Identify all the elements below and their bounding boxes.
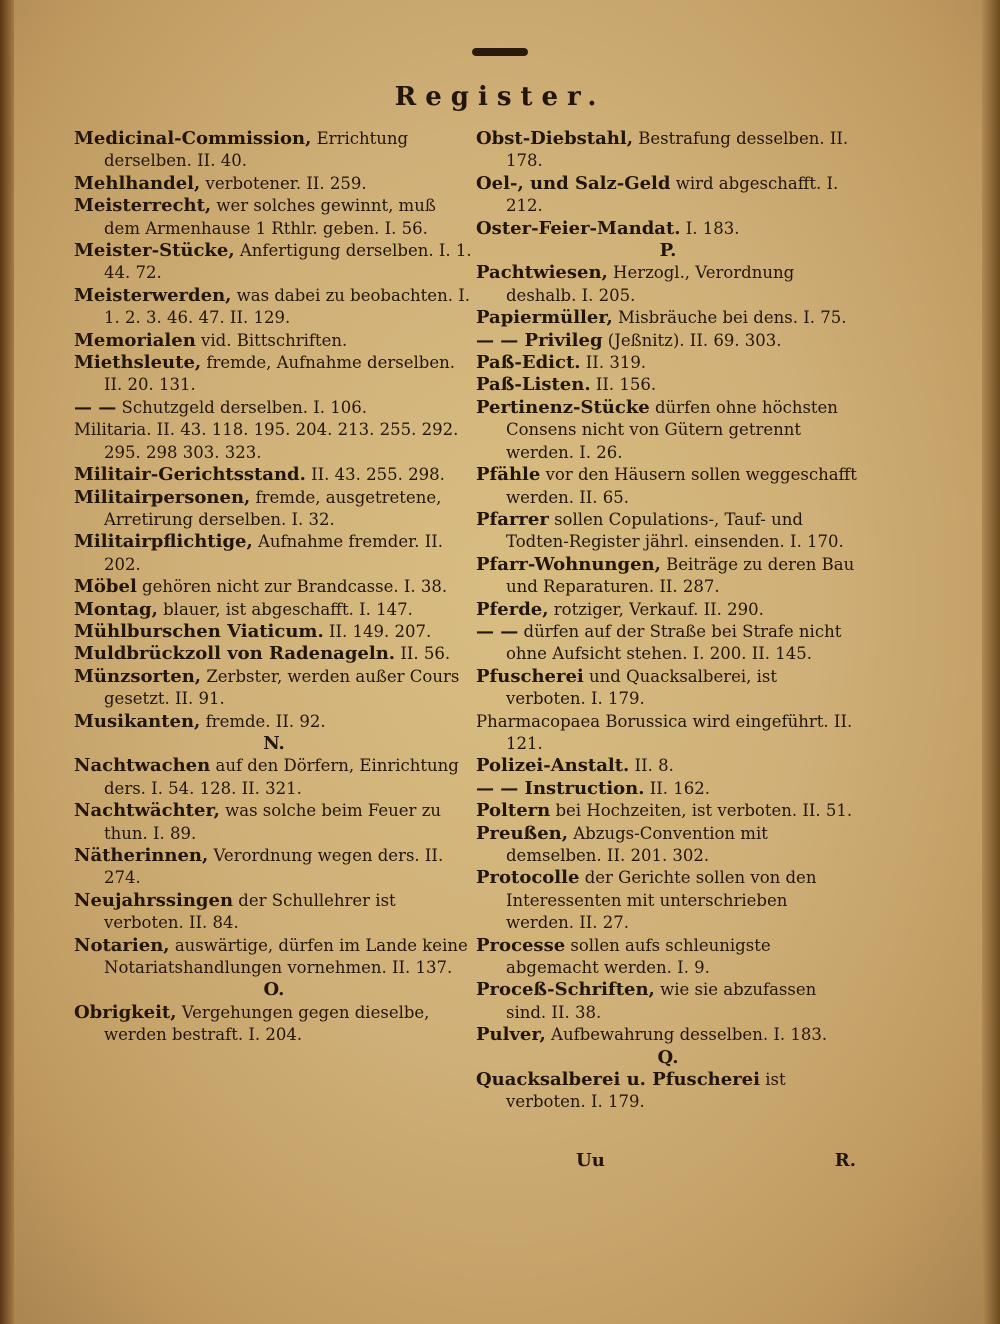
entry-heading: Oel-, und Salz-Geld xyxy=(476,172,671,194)
entry-text: Herzogl., Verordnung deshalb. I. 205. xyxy=(506,263,795,305)
entry-heading: Pfähle xyxy=(476,464,541,486)
index-entry xyxy=(476,1024,860,1046)
entry-heading: Pfarr-Wohnungen, xyxy=(476,553,661,575)
index-entry xyxy=(476,800,860,822)
entry-heading: Pulver, xyxy=(476,1024,546,1046)
entry-heading: Nachtwächter, xyxy=(74,800,220,822)
entry-heading: Neujahrssingen xyxy=(74,889,234,911)
entry-text: fremde, ausgetretene, Arretirung derselben. I. 32. xyxy=(104,487,442,529)
entry-heading: — — xyxy=(74,396,117,418)
index-entry xyxy=(476,666,860,711)
index-entry xyxy=(74,173,474,195)
entry-text: rotziger, Verkauf. II. 290. xyxy=(548,599,764,619)
index-entry xyxy=(476,755,860,777)
entry-text: Pharmacopaea Borussica wird eingeführt. II. 121. xyxy=(476,711,853,753)
index-entry xyxy=(74,621,474,643)
index-entry xyxy=(476,173,860,218)
entry-heading: Meister-Stücke, xyxy=(74,240,235,262)
index-entry xyxy=(476,218,860,240)
entry-heading: Notarien, xyxy=(74,934,170,956)
section-letter: P. xyxy=(659,240,677,262)
index-entry xyxy=(74,487,474,532)
entry-heading: Proceß-Schriften, xyxy=(476,979,655,1001)
entry-heading: Polizei-Anstalt. xyxy=(476,755,630,777)
entry-text: II. 319. xyxy=(580,353,647,373)
entry-heading: Pertinenz-Stücke xyxy=(476,396,650,418)
entry-heading: Nätherinnen, xyxy=(74,845,209,866)
index-entry xyxy=(476,128,860,173)
entry-text: ist verboten. I. 179. xyxy=(506,1070,786,1112)
entry-heading: Montag, xyxy=(74,598,158,620)
entry-text: fremde. II. 92. xyxy=(200,711,326,731)
page-gutter-edge xyxy=(0,0,14,1324)
left-index-column xyxy=(74,128,474,1047)
index-entry xyxy=(74,419,474,464)
index-entry xyxy=(74,1002,474,1047)
index-entry xyxy=(476,711,860,756)
entry-text: dürfen auf der Straße bei Strafe nicht ohne Aufsicht stehen. I. 200. II. 145. xyxy=(506,621,842,664)
index-entry xyxy=(74,464,474,486)
entry-text: der Gerichte sollen von den Interessenten mit unterschrieben werden. II. 27. xyxy=(506,868,817,933)
entry-text: II. 56. xyxy=(395,644,451,664)
entry-text: bei Hochzeiten, ist verboten. II. 51. xyxy=(550,801,853,821)
entry-heading: Musikanten, xyxy=(74,710,201,732)
entry-heading: Mühlburschen Viaticum. xyxy=(74,620,324,642)
entry-heading: Militairpersonen, xyxy=(74,486,251,508)
entry-heading: Obst-Diebstahl, xyxy=(476,128,633,149)
entry-text: Errichtung derselben. II. 40. xyxy=(104,129,409,171)
entry-heading: Möbel xyxy=(74,576,137,598)
entry-text: blauer, ist abgeschafft. I. 147. xyxy=(157,599,413,619)
entry-heading: Memorialen xyxy=(74,329,196,351)
index-entry xyxy=(74,800,474,845)
index-entry xyxy=(74,845,474,890)
index-entry xyxy=(476,464,860,509)
entry-text: wer solches gewinnt, muß dem Armenhause 1 Rthlr. geben. I. 56. xyxy=(104,196,436,238)
index-entry xyxy=(476,621,860,666)
entry-heading: Pfuscherei xyxy=(476,665,584,687)
entry-text: der Schullehrer ist verboten. II. 84. xyxy=(104,890,396,933)
entry-heading: Papiermüller, xyxy=(476,307,613,329)
index-entry xyxy=(476,330,860,352)
entry-text: II. 156. xyxy=(590,375,657,395)
entry-heading: Quacksalberei u. Pfuscherei xyxy=(476,1069,760,1091)
entry-heading: Medicinal-Commission, xyxy=(74,128,312,149)
entry-text: und Quacksalberei, ist verboten. I. 179. xyxy=(506,666,778,709)
entry-heading: — — Instruction. xyxy=(476,777,645,799)
entry-text: auf den Dörfern, Einrichtung ders. I. 54. 128. II. 321. xyxy=(104,756,459,798)
entry-heading: Obrigkeit, xyxy=(74,1001,177,1023)
entry-text: fremde, Aufnahme derselben. II. 20. 131. xyxy=(104,353,455,395)
index-entry xyxy=(74,352,474,397)
entry-heading: Protocolle xyxy=(476,867,580,889)
entry-heading: Münzsorten, xyxy=(74,665,202,687)
catchword: R. xyxy=(834,1150,856,1171)
entry-heading: Militairpflichtige, xyxy=(74,531,253,553)
index-entry xyxy=(74,240,474,285)
entry-text: Militaria. II. 43. 118. 195. 204. 213. 255. 292. 295. 298 303. 323. xyxy=(74,420,459,462)
index-entry xyxy=(476,935,860,980)
entry-text: Aufnahme fremder. II. 202. xyxy=(104,532,443,574)
index-entry xyxy=(74,711,474,733)
entry-text: wie sie abzufassen sind. II. 38. xyxy=(506,980,817,1022)
entry-heading: Muldbrückzoll von Radenageln. xyxy=(74,643,396,665)
entry-text: was dabei zu beobachten. I. 1. 2. 3. 46. 47. II. 129. xyxy=(104,285,470,328)
entry-heading: Nachtwachen xyxy=(74,755,211,777)
index-entry xyxy=(74,666,474,711)
entry-heading: Oster-Feier-Mandat. xyxy=(476,217,681,239)
right-index-column xyxy=(476,128,860,1114)
index-entry xyxy=(476,979,860,1024)
entry-text: Vergehungen gegen dieselbe, werden bestraft. I. 204. xyxy=(104,1002,430,1045)
index-entry xyxy=(476,352,860,374)
entry-text: Aufbewahrung desselben. I. 183. xyxy=(545,1025,828,1045)
section-letter: O. xyxy=(263,979,285,1001)
entry-heading: Miethsleute, xyxy=(74,352,202,374)
section-letter: Q. xyxy=(657,1046,679,1068)
index-entry xyxy=(74,643,474,665)
entry-heading: Mehlhandel, xyxy=(74,172,201,194)
index-entry xyxy=(74,285,474,330)
entry-text: vid. Bittschriften. xyxy=(195,330,348,350)
entry-heading: Meisterwerden, xyxy=(74,284,232,306)
signature-mark: Uu xyxy=(576,1150,605,1171)
entry-text: I. 183. xyxy=(680,218,740,238)
index-entry xyxy=(74,397,474,419)
index-entry xyxy=(476,374,860,396)
index-entry xyxy=(476,599,860,621)
index-entry xyxy=(476,397,860,464)
index-entry xyxy=(476,778,860,800)
index-entry xyxy=(476,823,860,868)
index-entry xyxy=(74,330,474,352)
entry-heading: Militair-Gerichtsstand. xyxy=(74,464,306,486)
entry-heading: — — xyxy=(476,620,519,642)
entry-heading: Pachtwiesen, xyxy=(476,262,608,284)
index-entry xyxy=(476,509,860,554)
entry-heading: Poltern xyxy=(476,800,551,822)
index-entry xyxy=(476,262,860,307)
entry-text: II. 43. 255. 298. xyxy=(305,465,445,485)
entry-heading: Meisterrecht, xyxy=(74,195,212,217)
entry-text: Verordnung wegen ders. II. 274. xyxy=(104,846,444,888)
entry-text: was solche beim Feuer zu thun. I. 89. xyxy=(104,801,442,843)
entry-heading: Pferde, xyxy=(476,598,549,620)
entry-text: Abzugs-Convention mit demselben. II. 201. 302. xyxy=(506,823,768,865)
entry-text: wird abgeschafft. I. 212. xyxy=(506,173,839,216)
index-entry xyxy=(74,576,474,598)
index-entry xyxy=(476,867,860,934)
entry-heading: Paß-Edict. xyxy=(476,352,581,374)
index-entry xyxy=(476,554,860,599)
entry-text: (Jeßnitz). II. 69. 303. xyxy=(602,330,782,350)
index-entry xyxy=(476,1069,860,1114)
entry-text: Anfertigung derselben. I. 1. 44. 72. xyxy=(104,241,472,283)
section-letter: N. xyxy=(263,732,285,754)
entry-text: II. 8. xyxy=(629,756,674,776)
entry-text: dürfen ohne höchsten Consens nicht von Gütern getrennt werden. I. 26. xyxy=(506,397,838,462)
entry-text: sollen Copulations-, Tauf- und Todten-Register jährl. einsenden. I. 170. xyxy=(506,509,844,552)
index-entry xyxy=(74,935,474,980)
entry-text: Bestrafung desselben. II. 178. xyxy=(506,129,849,171)
entry-text: Zerbster, werden außer Cours gesetzt. II. 91. xyxy=(104,666,460,709)
entry-text: Misbräuche bei dens. I. 75. xyxy=(612,308,847,328)
entry-text: sollen aufs schleunigste abgemacht werden. I. 9. xyxy=(506,935,771,978)
page-footer xyxy=(476,1150,860,1178)
header-ornament xyxy=(472,48,528,56)
index-entry xyxy=(476,307,860,329)
index-entry xyxy=(74,599,474,621)
index-entry xyxy=(74,890,474,935)
running-title: Register. xyxy=(394,82,606,112)
entry-text: II. 149. 207. xyxy=(323,621,432,641)
index-entry xyxy=(74,755,474,800)
entry-text: verbotener. II. 259. xyxy=(200,173,367,193)
index-entry xyxy=(74,195,474,240)
entry-heading: Paß-Listen. xyxy=(476,374,591,396)
entry-text: auswärtige, dürfen im Lande keine Notariatshandlungen vornehmen. II. 137. xyxy=(104,935,468,978)
entry-heading: Pfarrer xyxy=(476,508,549,530)
entry-heading: — — Privileg xyxy=(476,329,603,351)
entry-heading: Preußen, xyxy=(476,822,569,844)
index-entry xyxy=(74,531,474,576)
entry-text: II. 162. xyxy=(644,778,711,798)
entry-text: Beiträge zu deren Bau und Reparaturen. II. 287. xyxy=(506,554,855,597)
entry-text: Schutzgeld derselben. I. 106. xyxy=(116,397,367,417)
index-entry xyxy=(74,128,474,173)
entry-heading: Processe xyxy=(476,934,566,956)
entry-text: vor den Häusern sollen weggeschafft werden. II. 65. xyxy=(506,465,857,507)
page-outer-edge xyxy=(982,0,1000,1324)
entry-text: gehören nicht zur Brandcasse. I. 38. xyxy=(136,577,448,597)
